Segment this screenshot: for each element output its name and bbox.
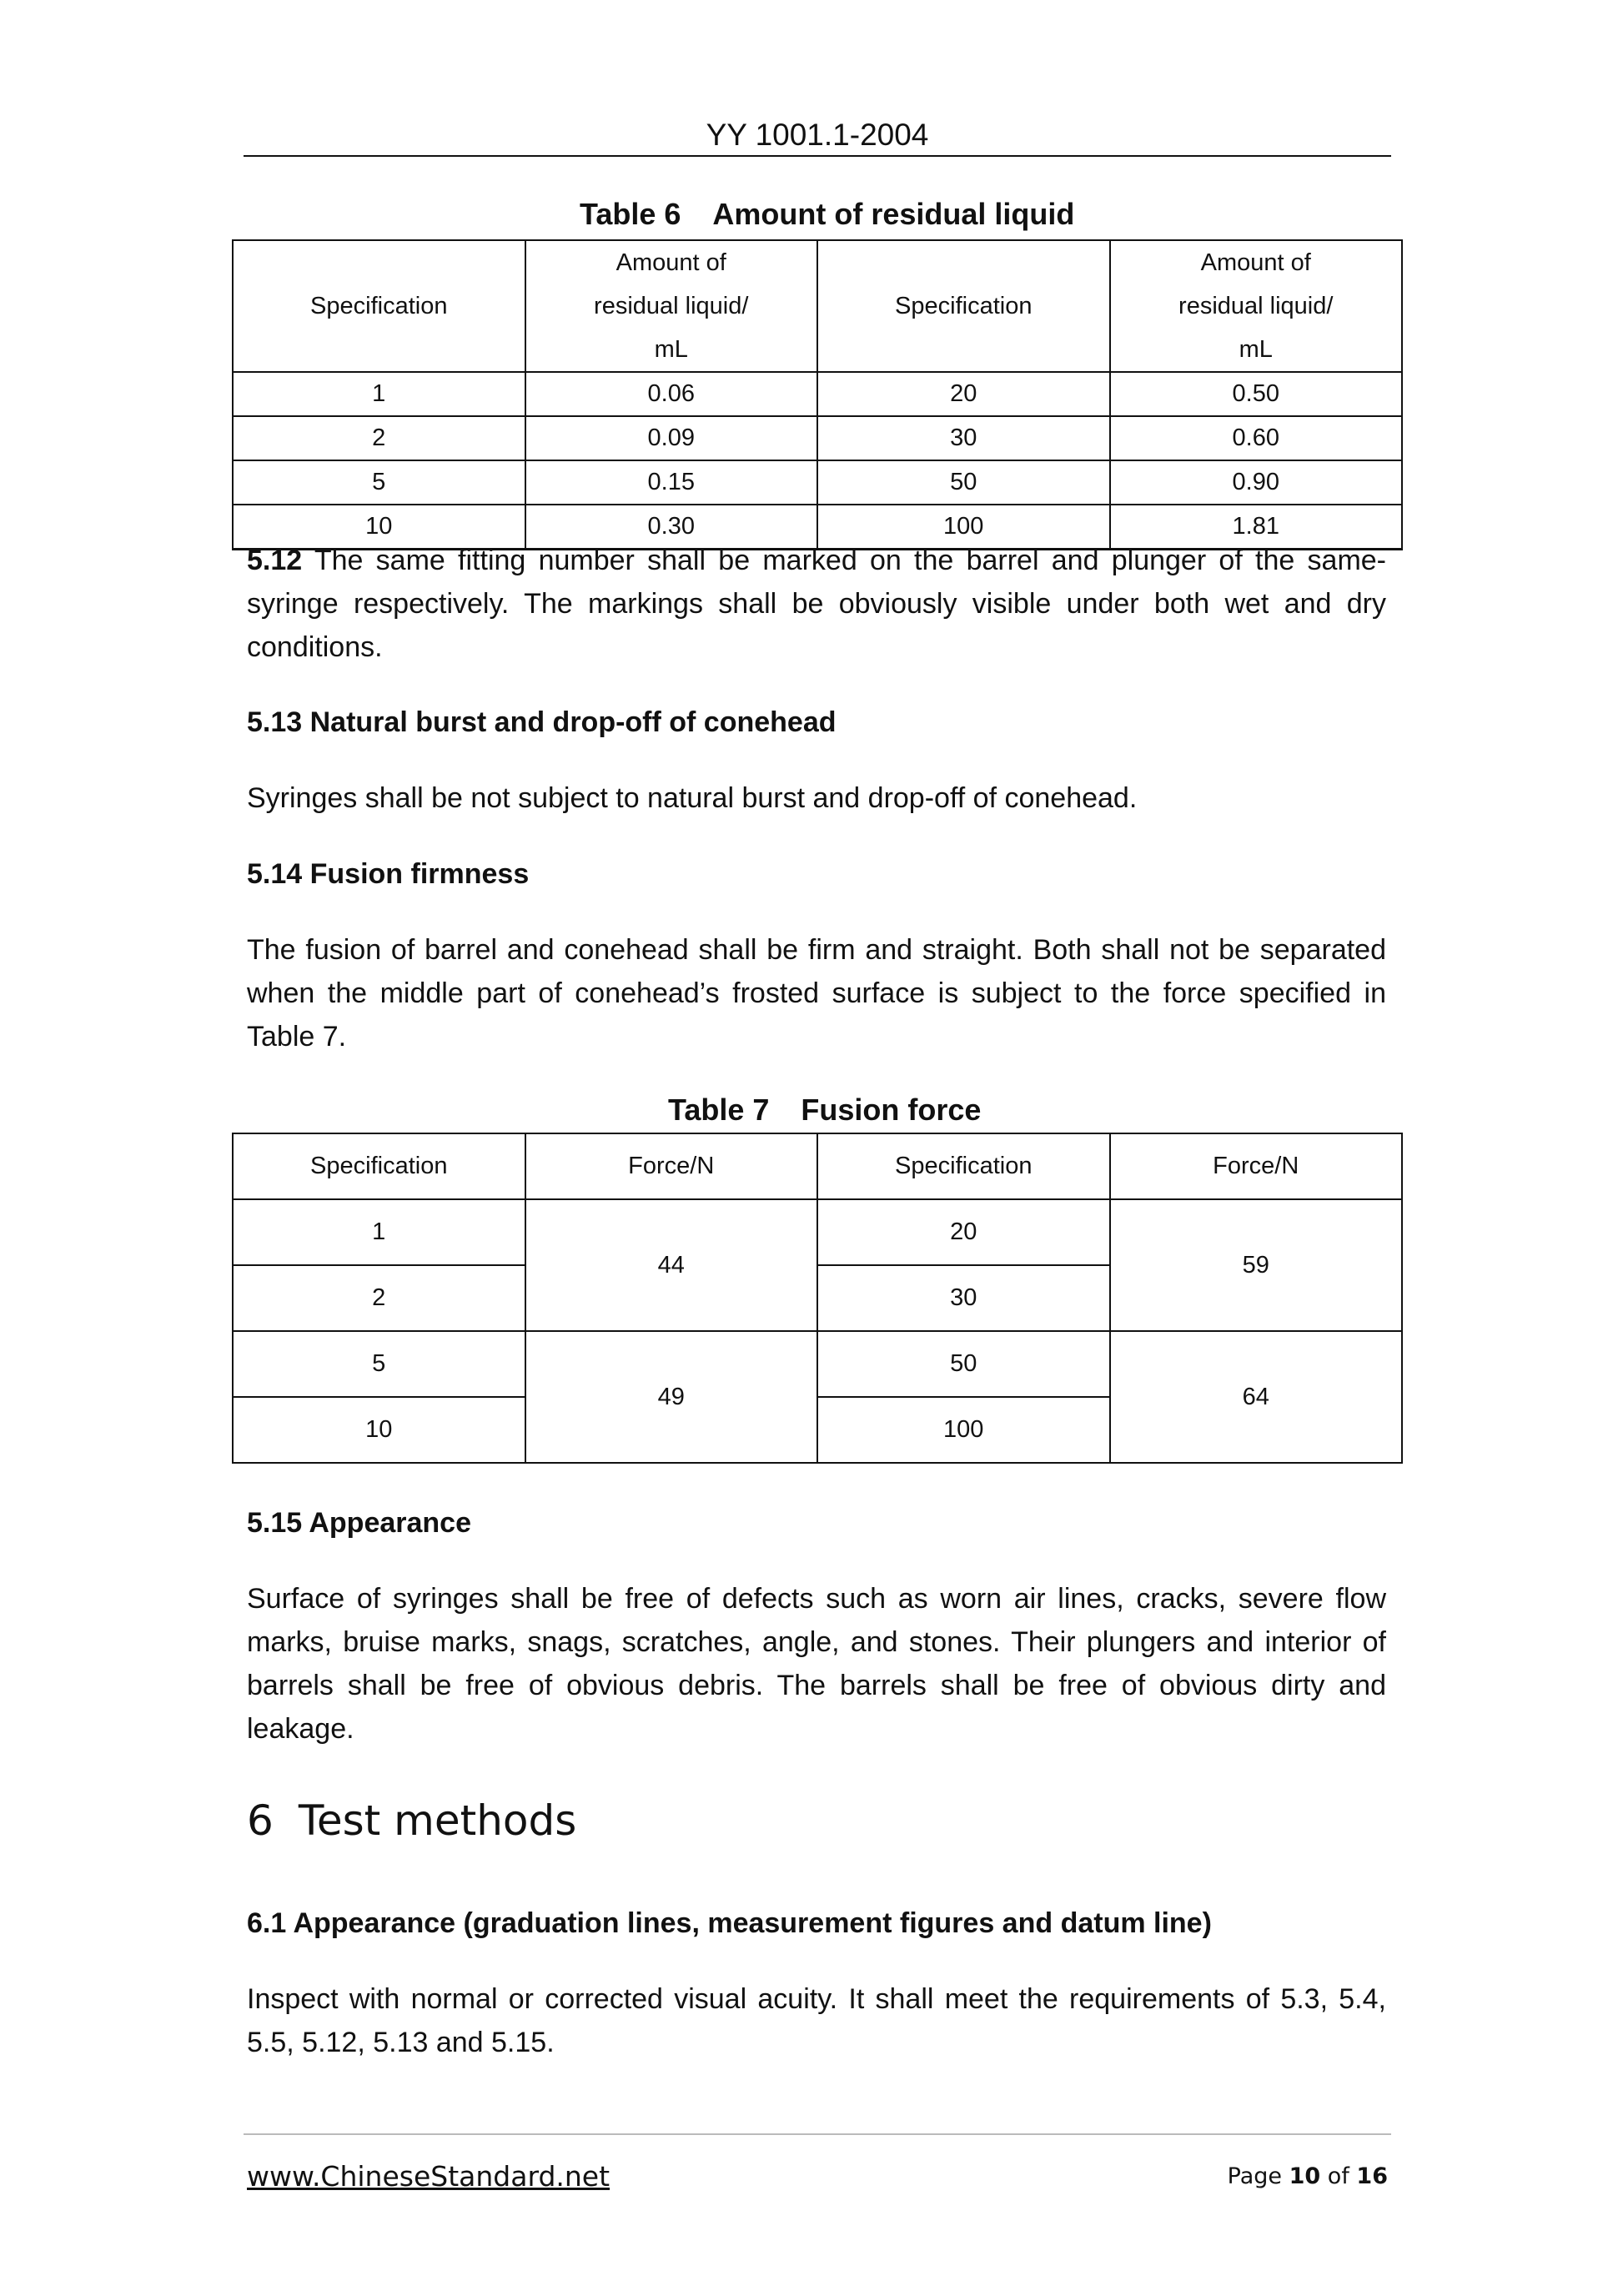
clause-number: 5.12 xyxy=(247,545,303,576)
chapter-number: 6 xyxy=(247,1796,274,1845)
section-heading-5-14: 5.14 Fusion firmness xyxy=(247,858,530,890)
clause-5-14-text: The fusion of barrel and conehead shall be firm and straight. Both shall not be separated when the middle part of conehead’s frosted surface is subject to the force specified in Table 7. xyxy=(247,934,1386,1053)
clause-6-1-text: Inspect with normal or corrected visual acuity. It shall meet the requirements of 5.3, 5.4, 5.5, 5.12, 5.13 and 5.15. xyxy=(247,1983,1386,2058)
table-cell-merged: 49 xyxy=(525,1331,818,1463)
table-cell: 10 xyxy=(233,505,525,550)
table-header-row xyxy=(233,1133,1402,1199)
residual-liquid-table xyxy=(232,239,1403,550)
table-cell: 20 xyxy=(817,372,1110,416)
clause-5-15-text: Surface of syringes shall be free of defects such as worn air lines, cracks, severe flow marks, bruise marks, snags, scratches, angle, and stones. Their plungers and interior of barrels shall be free of obvious debris. The barrels shall be free of obvious dirty and leakage. xyxy=(247,1583,1386,1745)
table-cell: 0.06 xyxy=(525,372,818,416)
table-header-cell: Amount of residual liquid/ mL xyxy=(525,240,818,372)
table-cell: 5 xyxy=(233,1331,525,1397)
website-link[interactable]: www.ChineseStandard.net xyxy=(247,2160,611,2193)
table-cell: 30 xyxy=(817,416,1110,460)
table-cell: 1 xyxy=(233,372,525,416)
table-cell: 0.90 xyxy=(1110,460,1403,505)
table-cell: 30 xyxy=(817,1265,1110,1331)
table-header-row xyxy=(233,240,1402,372)
table-row xyxy=(233,372,1402,416)
table-row xyxy=(233,416,1402,460)
table-row xyxy=(233,1331,1402,1397)
table-cell: 0.60 xyxy=(1110,416,1403,460)
table-cell: 1.81 xyxy=(1110,505,1403,550)
table-cell: 0.09 xyxy=(525,416,818,460)
chapter-heading-6 xyxy=(247,1791,576,1850)
table6-caption-number: Table 6 xyxy=(580,197,681,231)
document-id: YY 1001.1-2004 xyxy=(706,118,929,152)
table-row xyxy=(233,460,1402,505)
table-cell: 10 xyxy=(233,1397,525,1463)
current-page: 10 xyxy=(1289,2163,1321,2189)
table6-caption xyxy=(580,197,1074,232)
table-cell: 0.30 xyxy=(525,505,818,550)
footer-divider xyxy=(244,2133,1391,2135)
table-cell: 1 xyxy=(233,1199,525,1265)
clause-5-12 xyxy=(247,539,1386,669)
table-cell: 2 xyxy=(233,1265,525,1331)
page-number: Page 10 of 16 xyxy=(1227,2163,1388,2189)
table-header-cell: Force/N xyxy=(1110,1133,1403,1199)
clause-text: The same fitting number shall be marked on the barrel and plunger of the same-syringe respectively. The markings shall be obviously visible under both wet and dry conditions. xyxy=(247,545,1386,663)
table-cell: 100 xyxy=(817,1397,1110,1463)
table-cell: 20 xyxy=(817,1199,1110,1265)
chapter-title: Test methods xyxy=(298,1796,577,1845)
section-heading-6-1: 6.1 Appearance (graduation lines, measurement figures and datum line) xyxy=(247,1907,1212,1939)
table-cell-merged: 64 xyxy=(1110,1331,1403,1463)
fusion-force-table xyxy=(232,1133,1403,1464)
table7-caption xyxy=(668,1093,981,1128)
page-header xyxy=(244,115,1391,157)
table-cell: 100 xyxy=(817,505,1110,550)
table-header-cell: Specification xyxy=(233,240,525,372)
table-header-cell: Specification xyxy=(817,1133,1110,1199)
table-cell: 5 xyxy=(233,460,525,505)
clause-5-13-text: Syringes shall be not subject to natural burst and drop-off of conehead. xyxy=(247,782,1138,814)
table-row xyxy=(233,1199,1402,1265)
table7-caption-number: Table 7 xyxy=(668,1093,770,1127)
total-pages: 16 xyxy=(1356,2163,1388,2189)
table-header-cell: Force/N xyxy=(525,1133,818,1199)
table-cell-merged: 44 xyxy=(525,1199,818,1331)
section-heading-5-13: 5.13 Natural burst and drop-off of conehead xyxy=(247,706,837,738)
table-cell: 50 xyxy=(817,1331,1110,1397)
table-cell: 0.50 xyxy=(1110,372,1403,416)
table7-caption-title: Fusion force xyxy=(801,1093,982,1127)
table-cell: 2 xyxy=(233,416,525,460)
table-cell: 50 xyxy=(817,460,1110,505)
table-cell-merged: 59 xyxy=(1110,1199,1403,1331)
table-header-cell: Amount of residual liquid/ mL xyxy=(1110,240,1403,372)
table6-caption-title: Amount of residual liquid xyxy=(712,197,1075,231)
table-cell: 0.15 xyxy=(525,460,818,505)
table-header-cell: Specification xyxy=(817,240,1110,372)
section-heading-5-15: 5.15 Appearance xyxy=(247,1507,471,1539)
table-header-cell: Specification xyxy=(233,1133,525,1199)
